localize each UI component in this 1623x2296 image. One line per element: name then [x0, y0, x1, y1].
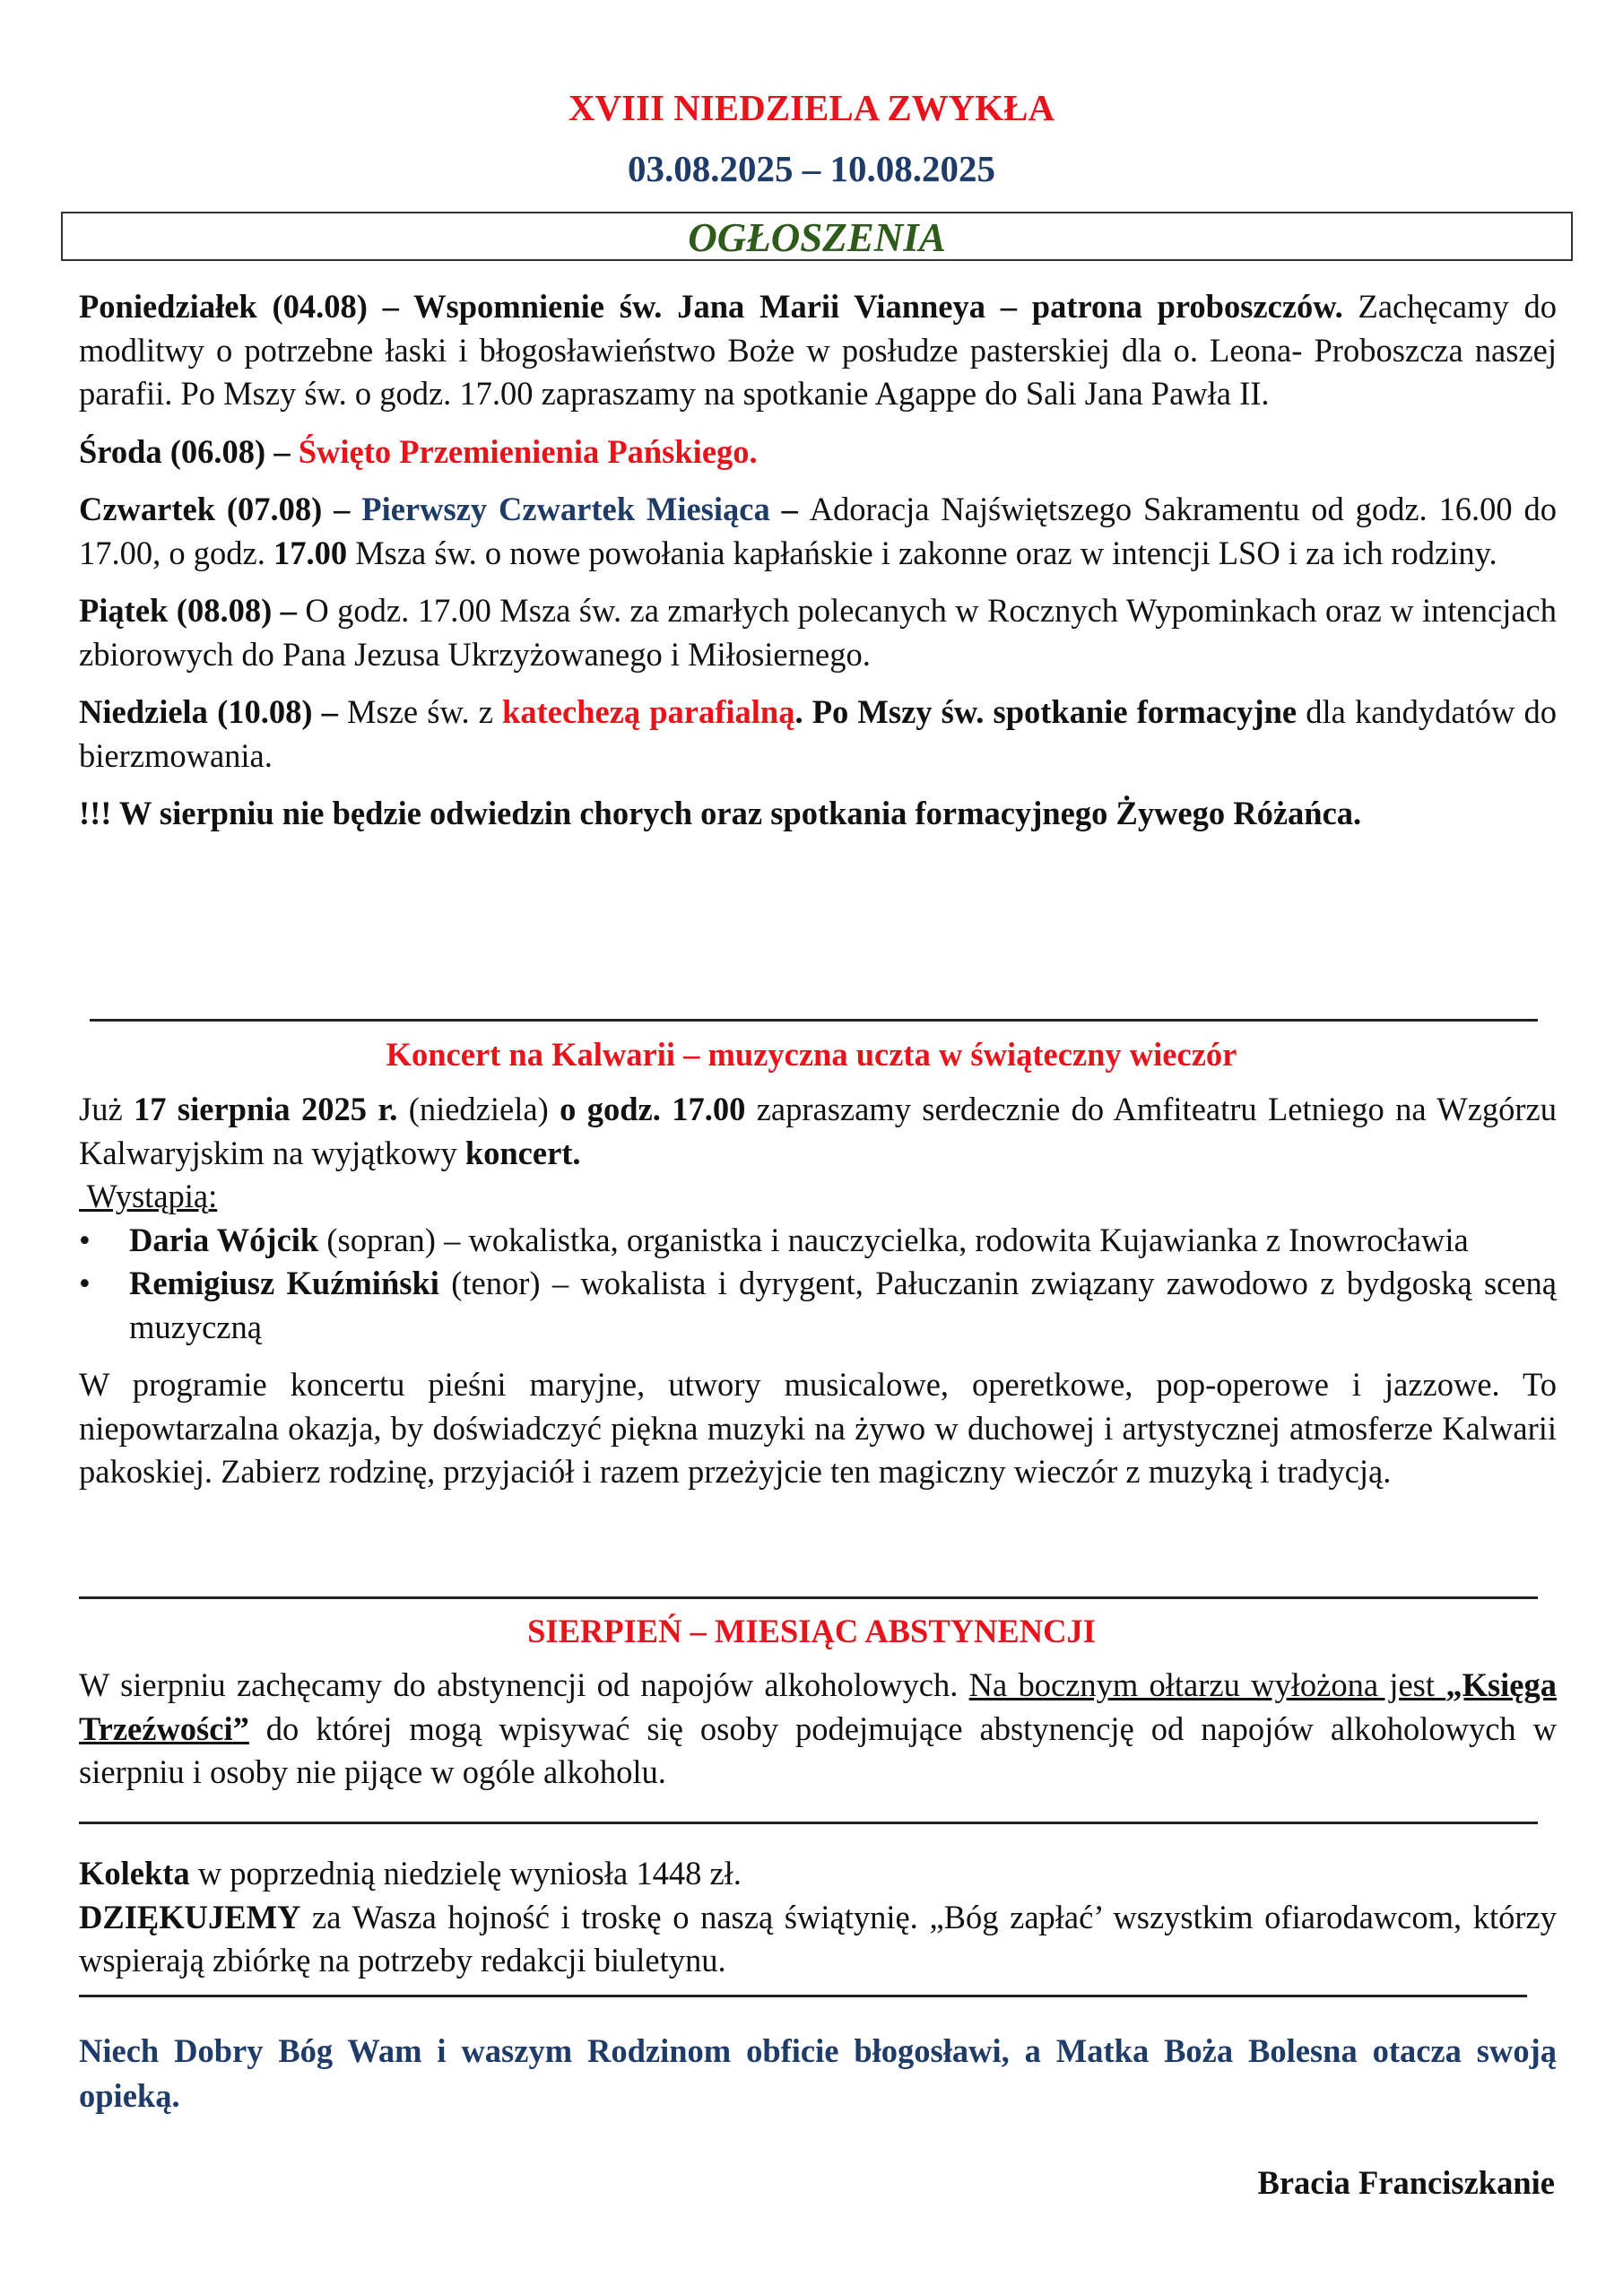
concert-intro: [79, 1088, 1557, 1175]
announcements-header-box: [61, 212, 1573, 261]
thanks-label: DZIĘKUJEMY: [79, 1898, 301, 1935]
collection-amount-text: w poprzednią niedzielę wyniosła 1448 zł.: [189, 1855, 742, 1892]
collection-section: [79, 1852, 1557, 1983]
monday-text: Zachęcamy do modlitwy o potrzebne łaski i błogosławieństwo Boże w posłudze pasterskiej dla o. Leona- Proboszcza naszej parafii. Po Mszy św. o godz. 17.00 zapraszamy na spotkanie Agappe do Sali Jana Pawła II.: [79, 288, 1557, 412]
wednesday-feast: Święto Przemienienia Pańskiego.: [298, 432, 758, 470]
concert-section: [79, 1088, 1557, 1494]
monday-heading: Poniedziałek (04.08) – Wspomnienie św. Jana Marii Vianneya – patrona proboszczów.: [79, 288, 1343, 325]
friday-text: O godz. 17.00 Msza św. za zmarłych polecanych w Rocznych Wypominkach oraz w intencjach zbiorowych do Pana Jezusa Ukrzyżowanego i Miłosiernego.: [79, 592, 1557, 673]
concert-heading: Koncert na Kalwarii – muzyczna uczta w świąteczny wieczór: [386, 1036, 1237, 1073]
quote-close: ”: [232, 1709, 249, 1747]
abstinence-underlined-text: Na bocznym ołtarzu wyłożona jest: [968, 1666, 1446, 1703]
abstinence-text-2: do której mogą wpisywać się osoby podejmujące abstynencję od napojów alkoholowych w sierpniu i osoby nie pijące w ogóle alkoholu.: [79, 1709, 1557, 1790]
sunday-bold: spotkanie formacyjne: [993, 693, 1298, 730]
sunday-heading: Niedziela (10.08) –: [79, 693, 348, 730]
wednesday-heading: Środa (06.08) –: [79, 432, 299, 470]
sunday-text-2: . Po Mszy św.: [794, 693, 994, 730]
announcements-header-label: OGŁOSZENIA: [688, 215, 946, 260]
concert-intro-text: (niedziela): [397, 1091, 560, 1127]
bullet-icon: •: [79, 1265, 91, 1301]
divider: [79, 1822, 1538, 1824]
concert-time: o godz. 17.00: [560, 1091, 746, 1127]
announcement-thursday: [79, 488, 1557, 575]
divider: [79, 1995, 1527, 1997]
performers-label: [79, 1175, 1557, 1219]
concert-intro-text: Już: [79, 1091, 135, 1127]
abstinence-section: [79, 1664, 1557, 1795]
date-range: 03.08.2025 – 10.08.2025: [628, 148, 995, 189]
performers-list: [79, 1219, 1557, 1350]
thursday-text-2: Msza św. o nowe powołania kapłańskie i zakonne oraz w intencji LSO i za ich rodziny.: [347, 534, 1497, 571]
announcement-sunday: [79, 691, 1557, 778]
page-title: XVIII NIEDZIELA ZWYKŁA: [568, 87, 1055, 128]
performer-item: [79, 1219, 1557, 1263]
thursday-heading: Czwartek (07.08) –: [79, 491, 362, 527]
thanks-text: [79, 1896, 1557, 1983]
abstinence-text-1: W sierpniu zachęcamy do abstynencji od napojów alkoholowych.: [79, 1666, 969, 1703]
performer-name: Daria Wójcik: [129, 1221, 319, 1258]
thursday-time: 17.00: [273, 534, 348, 571]
closing-blessing: Niech Dobry Bóg Wam i waszym Rodzinom obficie błogosławi, a Matka Boża Bolesna otacza swoją opieką.: [79, 2032, 1557, 2114]
concert-word: koncert.: [464, 1134, 581, 1171]
performer-desc: (tenor) – wokalista i dyrygent, Pałuczanin związany zawodowo z bydgoską sceną muzyczną: [129, 1265, 1557, 1345]
divider: [79, 1596, 1538, 1599]
performer-desc: (sopran) – wokalistka, organistka i nauczycielka, rodowita Kujawianka z Inowrocławia: [318, 1221, 1469, 1258]
concert-date: 17 sierpnia 2025 r.: [134, 1091, 398, 1127]
bullet-icon: •: [79, 1221, 91, 1258]
abstinence-text: [79, 1664, 1557, 1795]
august-notice: !!! W sierpniu nie będzie odwiedzin chorych oraz spotkania formacyjnego Żywego Różańca.: [79, 795, 1362, 831]
announcement-friday: [79, 589, 1557, 676]
abstinence-heading: SIERPIEŃ – MIESIĄC ABSTYNENCJI: [527, 1613, 1096, 1649]
announcement-monday: [79, 285, 1557, 416]
collection-text: [79, 1852, 1557, 1896]
sunday-text-3: dla kandydatów do bierzmowania.: [79, 693, 1558, 774]
collection-label: Kolekta: [79, 1855, 190, 1892]
sunday-highlight: katechezą parafialną: [502, 693, 795, 730]
performer-item: [79, 1262, 1557, 1349]
concert-intro-text: zapraszamy serdecznie do Amfiteatru Letniego na Wzgórzu Kalwaryjskim na wyjątkowy: [79, 1091, 1558, 1171]
sobriety-book-title: „Księga Trzeźwości: [79, 1666, 1557, 1747]
friday-heading: Piątek (08.08) –: [79, 592, 306, 629]
thursday-text-1: Adoracja Najświętszego Sakramentu od godz. 16.00 do 17.00, o godz.: [79, 491, 1557, 571]
concert-program: W programie koncertu pieśni maryjne, utwory musicalowe, operetkowe, pop-operowe i jazzowe. To niepowtarzalna okazja, by doświadczyć piękna muzyki na żywo w duchowej i artystycznej atmosferze Kalwarii pakoskiej. Zabierz rodzinę, przyjaciół i razem przeżyjcie ten magiczny wieczór z muzyką i tradycją.: [79, 1366, 1557, 1490]
thursday-highlight: Pierwszy Czwartek Miesiąca: [361, 491, 770, 527]
performers-label-text: Wystąpią:: [79, 1178, 218, 1214]
thursday-dash: –: [769, 491, 810, 527]
thanks-body: za Wasza hojność i troskę o naszą świątynię. „Bóg zapłać’ wszystkim ofiarodawcom, którzy wspierają zbiórkę na potrzeby redakcji biuletynu.: [79, 1898, 1557, 1979]
performer-name: Remigiusz Kuźmiński: [129, 1265, 439, 1301]
sunday-text-1: Msze św. z: [347, 693, 503, 730]
signature: Bracia Franciszkanie: [1257, 2164, 1555, 2201]
announcement-wednesday: [79, 430, 1557, 474]
divider: [90, 1019, 1538, 1022]
announcements-list: [79, 285, 1557, 836]
